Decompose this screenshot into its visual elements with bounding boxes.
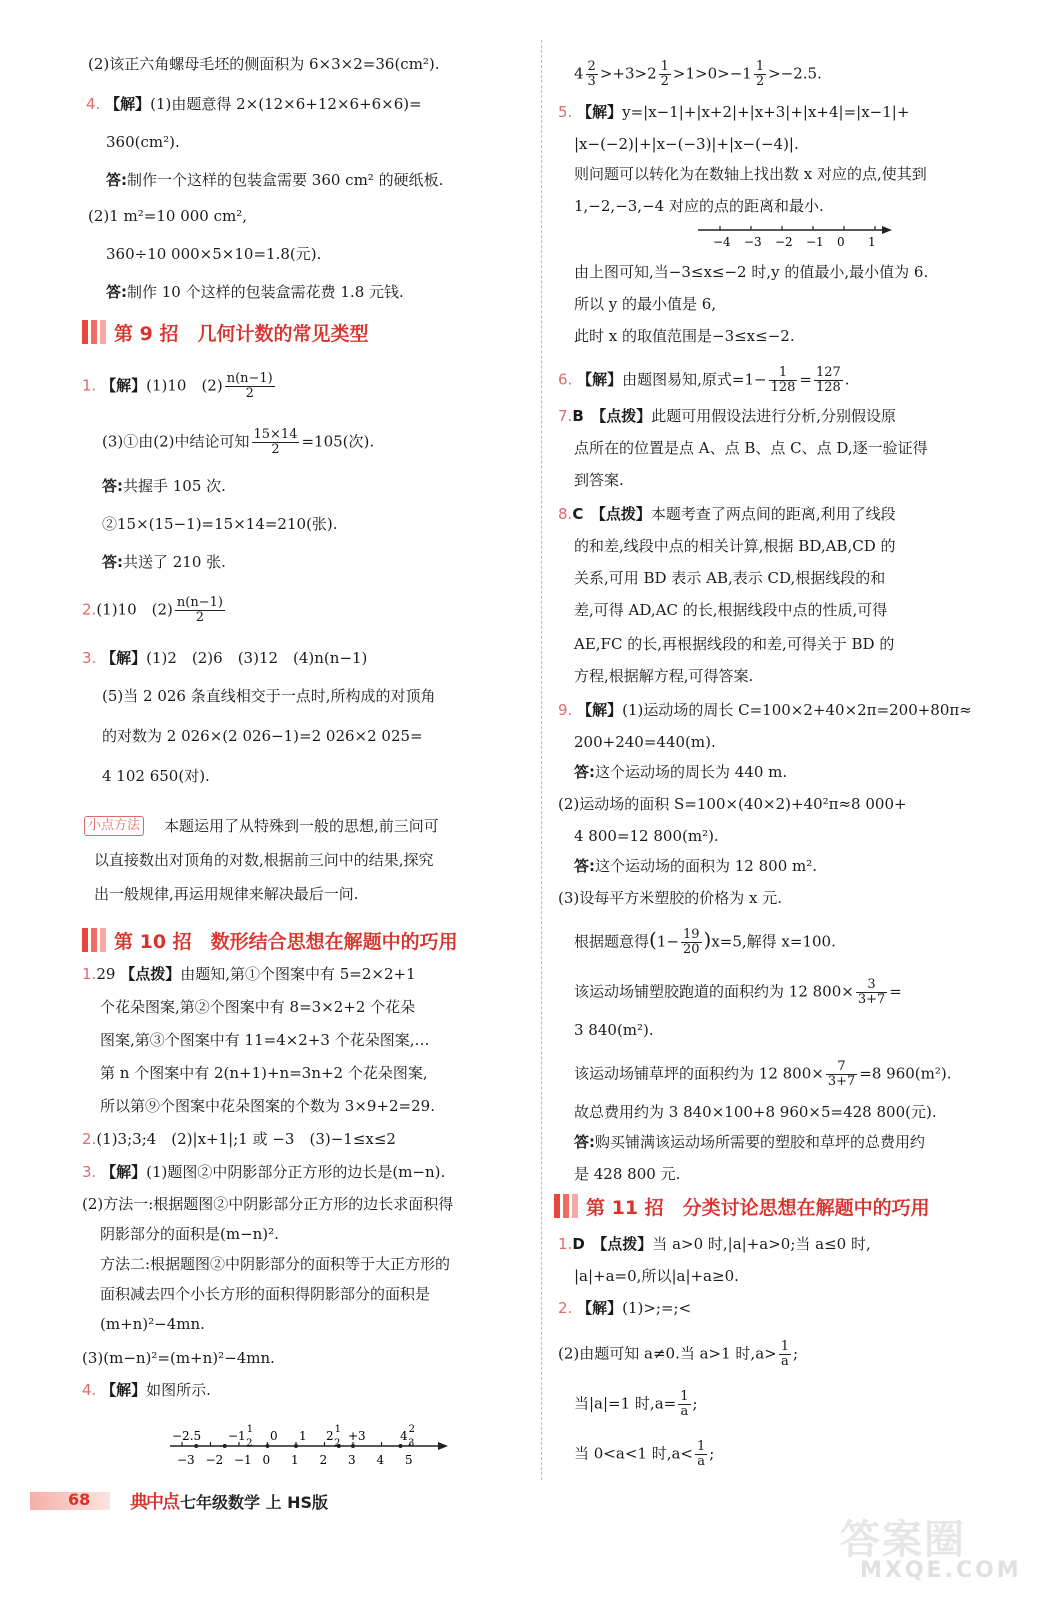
number-line-diagram: [696, 224, 896, 252]
text-line: 到答案.: [574, 471, 624, 489]
text-line: 所以 y 的最小值是 6,: [574, 295, 717, 313]
question-3: 3. 【解】(1)题图②中阴影部分正方形的边长是(m−n).: [82, 1163, 446, 1181]
tick-label: −4: [713, 235, 731, 249]
plotted-point: [266, 1444, 270, 1448]
text-line: |x−(−2)|+|x−(−3)|+|x−(−4)|.: [574, 135, 799, 153]
watermark-url: MXQE.COM: [860, 1558, 1022, 1583]
plotted-point: [399, 1444, 403, 1448]
watermark: [830, 1508, 1030, 1588]
question-3: 3. 【解】(1)2 (2)6 (3)12 (4)n(n−1): [82, 649, 368, 667]
text-line: 的和差,线段中点的相关计算,根据 BD,AB,CD 的: [574, 537, 896, 555]
page-number: 68: [68, 1490, 91, 1509]
question-2: 2. 【解】(1)>;=;<: [558, 1299, 692, 1317]
watermark-text: 答案圈: [840, 1517, 966, 1563]
text-line: 关系,可用 BD 表示 AB,表示 CD,根据线段的和: [574, 569, 886, 587]
text-line: 该运动场铺草坪的面积约为 12 800× $\frac{7}{3+7}$ =8 960(m²).: [574, 1059, 952, 1089]
page-footer: [30, 1488, 430, 1514]
text-line: 1,−2,−3,−4 对应的点的距离和最小.: [574, 197, 824, 215]
point-label: +3: [348, 1429, 366, 1443]
text-line: 差,可得 AD,AC 的长,根据线段中点的性质,可得: [574, 601, 888, 619]
tick-label: 0: [837, 235, 845, 249]
text-line: (2)1 m²=10 000 cm²,: [88, 207, 248, 225]
section-heading-11: 第 11 招 分类讨论思想在解题中的巧用: [554, 1192, 930, 1220]
question-9: 9. 【解】(1)运动场的周长 C=100×2+40×2π=200+80π≈: [558, 701, 972, 719]
text-line: 4 102 650(对).: [102, 767, 210, 785]
text-line: 是 428 800 元.: [574, 1165, 681, 1183]
text-line: 此时 x 的取值范围是−3≤x≤−2.: [574, 327, 795, 345]
section-bars-icon: [554, 1194, 578, 1218]
text-line: 所以第⑨个图案中花朵图案的个数为 3×9+2=29.: [100, 1097, 435, 1115]
tick-label: −2: [775, 235, 793, 249]
text-line: 当|a|=1 时,a= $\frac{1}{a}$ ;: [574, 1389, 698, 1419]
section-bars-icon: [82, 928, 106, 952]
question-1: 1. 【解】(1)10 (2) $\frac{n(n-1)}{2}$: [82, 371, 273, 401]
column-divider: [541, 40, 542, 1480]
text-line: (2)方法一:根据题图②中阴影部分正方形的边长求面积得: [82, 1195, 454, 1213]
section-heading-9: 第 9 招 几何计数的常见类型: [82, 318, 368, 346]
tip-text: 本题运用了从特殊到一般的思想,前三问可: [164, 817, 439, 835]
text-line: (3)①由(2)中结论可知 $\frac{15\times 14}{2}$ =105(次).: [102, 427, 375, 457]
question-8: 8.C 【点拨】本题考查了两点间的距离,利用了线段: [558, 505, 896, 523]
tick-label: 3: [348, 1453, 356, 1467]
answer-line: 答:购买铺满该运动场所需要的塑胶和草坪的总费用约: [574, 1133, 926, 1151]
plotted-point: [223, 1444, 227, 1448]
answer-line: 答:共握手 105 次.: [102, 477, 226, 495]
number-line-diagram: [168, 1408, 458, 1472]
tick-label: −3: [177, 1453, 195, 1467]
text-line: 200+240=440(m).: [574, 733, 716, 751]
plotted-point: [194, 1444, 198, 1448]
point-label: −2.5: [172, 1429, 202, 1443]
text-line: (3)(m−n)²=(m+n)²−4mn.: [82, 1349, 275, 1367]
point-label: 0: [270, 1429, 278, 1443]
question-1: 1.29 【点拨】由题知,第①个图案中有 5=2×2+1: [82, 965, 416, 983]
text-line: 面积减去四个小长方形的面积得阴影部分的面积是: [100, 1285, 431, 1303]
section-bars-icon: [82, 320, 106, 344]
text-line: 4 800=12 800(m²).: [574, 827, 719, 845]
tip-text: 以直接数出对顶角的对数,根据前三问中的结果,探究: [94, 851, 434, 869]
text-line: 根据题意得(1− $\frac{19}{20}$ )x=5,解得 x=100.: [574, 927, 836, 957]
text-line: ②15×(15−1)=15×14=210(张).: [102, 515, 338, 533]
text-line: 该运动场铺塑胶跑道的面积约为 12 800× $\frac{3}{3+7}$ =: [574, 977, 902, 1007]
tip-badge: 小点方法: [84, 816, 144, 836]
answer-line: 答:制作一个这样的包装盒需要 360 cm² 的硬纸板.: [106, 171, 444, 189]
question-1: 1.D 【点拨】当 a>0 时,|a|+a>0;当 a≤0 时,: [558, 1235, 871, 1253]
text-line: 则问题可以转化为在数轴上找出数 x 对应的点,使其到: [574, 165, 927, 183]
answer-line: 答:制作 10 个这样的包装盒需花费 1.8 元钱.: [106, 283, 404, 301]
tick-label: 4: [376, 1453, 385, 1467]
text-line: (m+n)²−4mn.: [100, 1315, 205, 1333]
tick-label: 1: [868, 235, 876, 249]
plotted-point: [294, 1444, 298, 1448]
point-label: 1: [299, 1429, 307, 1443]
point-label: $2^1$ 2: [326, 1424, 342, 1449]
tip-text: 出一般规律,再运用规律来解决最后一问.: [94, 885, 359, 903]
question-2: 2.(1)3;3;4 (2)|x+1|;1 或 −3 (3)−1≤x≤2: [82, 1130, 396, 1148]
text-line: 图案,第③个图案中有 11=4×2+3 个花朵图案,…: [100, 1031, 430, 1049]
text-line: (5)当 2 026 条直线相交于一点时,所构成的对顶角: [102, 687, 436, 705]
tick-label: −2: [205, 1453, 224, 1467]
tick-label: −1: [234, 1453, 252, 1467]
section-heading-10: 第 10 招 数形结合思想在解题中的巧用: [82, 926, 458, 954]
text-line: 个花朵图案,第②个图案中有 8=3×2+2 个花朵: [100, 998, 416, 1016]
question-6: 6. 【解】由题图易知,原式=1− $\frac{1}{128}$ = $\frac{127}{128}$ .: [558, 365, 850, 395]
point-label: $-1^1$ 2: [228, 1424, 254, 1449]
answer-line: 答:共送了 210 张.: [102, 553, 226, 571]
text-line: 4 $\frac{2}{3}$ >+3>2 $\frac{1}{2}$ >1>0>−1 $\frac{1}{2}$ >−2.5.: [574, 59, 822, 89]
text-line: 由上图可知,当−3≤x≤−2 时,y 的值最小,最小值为 6.: [574, 263, 929, 281]
axis-arrow-icon: [882, 226, 892, 234]
text-line: 的对数为 2 026×(2 026−1)=2 026×2 025=: [102, 727, 423, 745]
tick-label: −3: [744, 235, 762, 249]
text-line: 故总费用约为 3 840×100+8 960×5=428 800(元).: [574, 1103, 937, 1121]
axis-arrow-icon: [438, 1442, 448, 1450]
answer-line: 答:这个运动场的周长为 440 m.: [574, 763, 788, 781]
question-4: 4. 【解】(1)由题意得 2×(12×6+12×6+6×6)=: [86, 95, 422, 113]
question-4: 4. 【解】如图所示.: [82, 1381, 211, 1399]
text-line: 360÷10 000×5×10=1.8(元).: [106, 245, 322, 263]
text-line: 方程,根据解方程,可得答案.: [574, 667, 754, 685]
brand-logo: 典中点: [130, 1492, 178, 1513]
tick-label: −1: [806, 235, 824, 249]
text-line: 当 0<a<1 时,a< $\frac{1}{a}$ ;: [574, 1439, 715, 1469]
question-2: 2.(1)10 (2) $\frac{n(n-1)}{2}$: [82, 595, 223, 625]
point-label: $4^2$ 3: [400, 1424, 416, 1449]
text-line: 方法二:根据题图②中阴影部分的面积等于大正方形的: [100, 1255, 451, 1273]
text-line: 360(cm²).: [106, 133, 180, 151]
text-line: (2)该正六角螺母毛坯的侧面积为 6×3×2=36(cm²).: [88, 55, 440, 73]
book-title: 七年级数学 上 HS版: [180, 1493, 329, 1512]
text-line: (2)运动场的面积 S=100×(40×2)+40²π≈8 000+: [558, 795, 907, 813]
text-line: AE,FC 的长,再根据线段的和差,可得关于 BD 的: [574, 635, 895, 653]
question-5: 5. 【解】y=|x−1|+|x+2|+|x+3|+|x+4|=|x−1|+: [558, 103, 910, 121]
text-line: 第 n 个图案中有 2(n+1)+n=3n+2 个花朵图案,: [100, 1064, 428, 1082]
text-line: 点所在的位置是点 A、点 B、点 C、点 D,逐一验证得: [574, 439, 928, 457]
text-line: (3)设每平方米塑胶的价格为 x 元.: [558, 889, 783, 907]
text-line: |a|+a=0,所以|a|+a≥0.: [574, 1267, 739, 1285]
text-line: 阴影部分的面积是(m−n)².: [100, 1225, 279, 1243]
question-7: 7.B 【点拨】此题可用假设法进行分析,分别假设原: [558, 407, 897, 425]
plotted-point: [351, 1444, 355, 1448]
text-line: 3 840(m²).: [574, 1021, 654, 1039]
tick-label: 0: [262, 1453, 271, 1467]
text-line: (2)由题可知 a≠0.当 a>1 时,a> $\frac{1}{a}$ ;: [558, 1339, 799, 1369]
tick-label: 2: [319, 1453, 328, 1467]
tick-label: 1: [291, 1453, 299, 1467]
tick-label: 5: [405, 1453, 413, 1467]
answer-line: 答:这个运动场的面积为 12 800 m².: [574, 857, 818, 875]
